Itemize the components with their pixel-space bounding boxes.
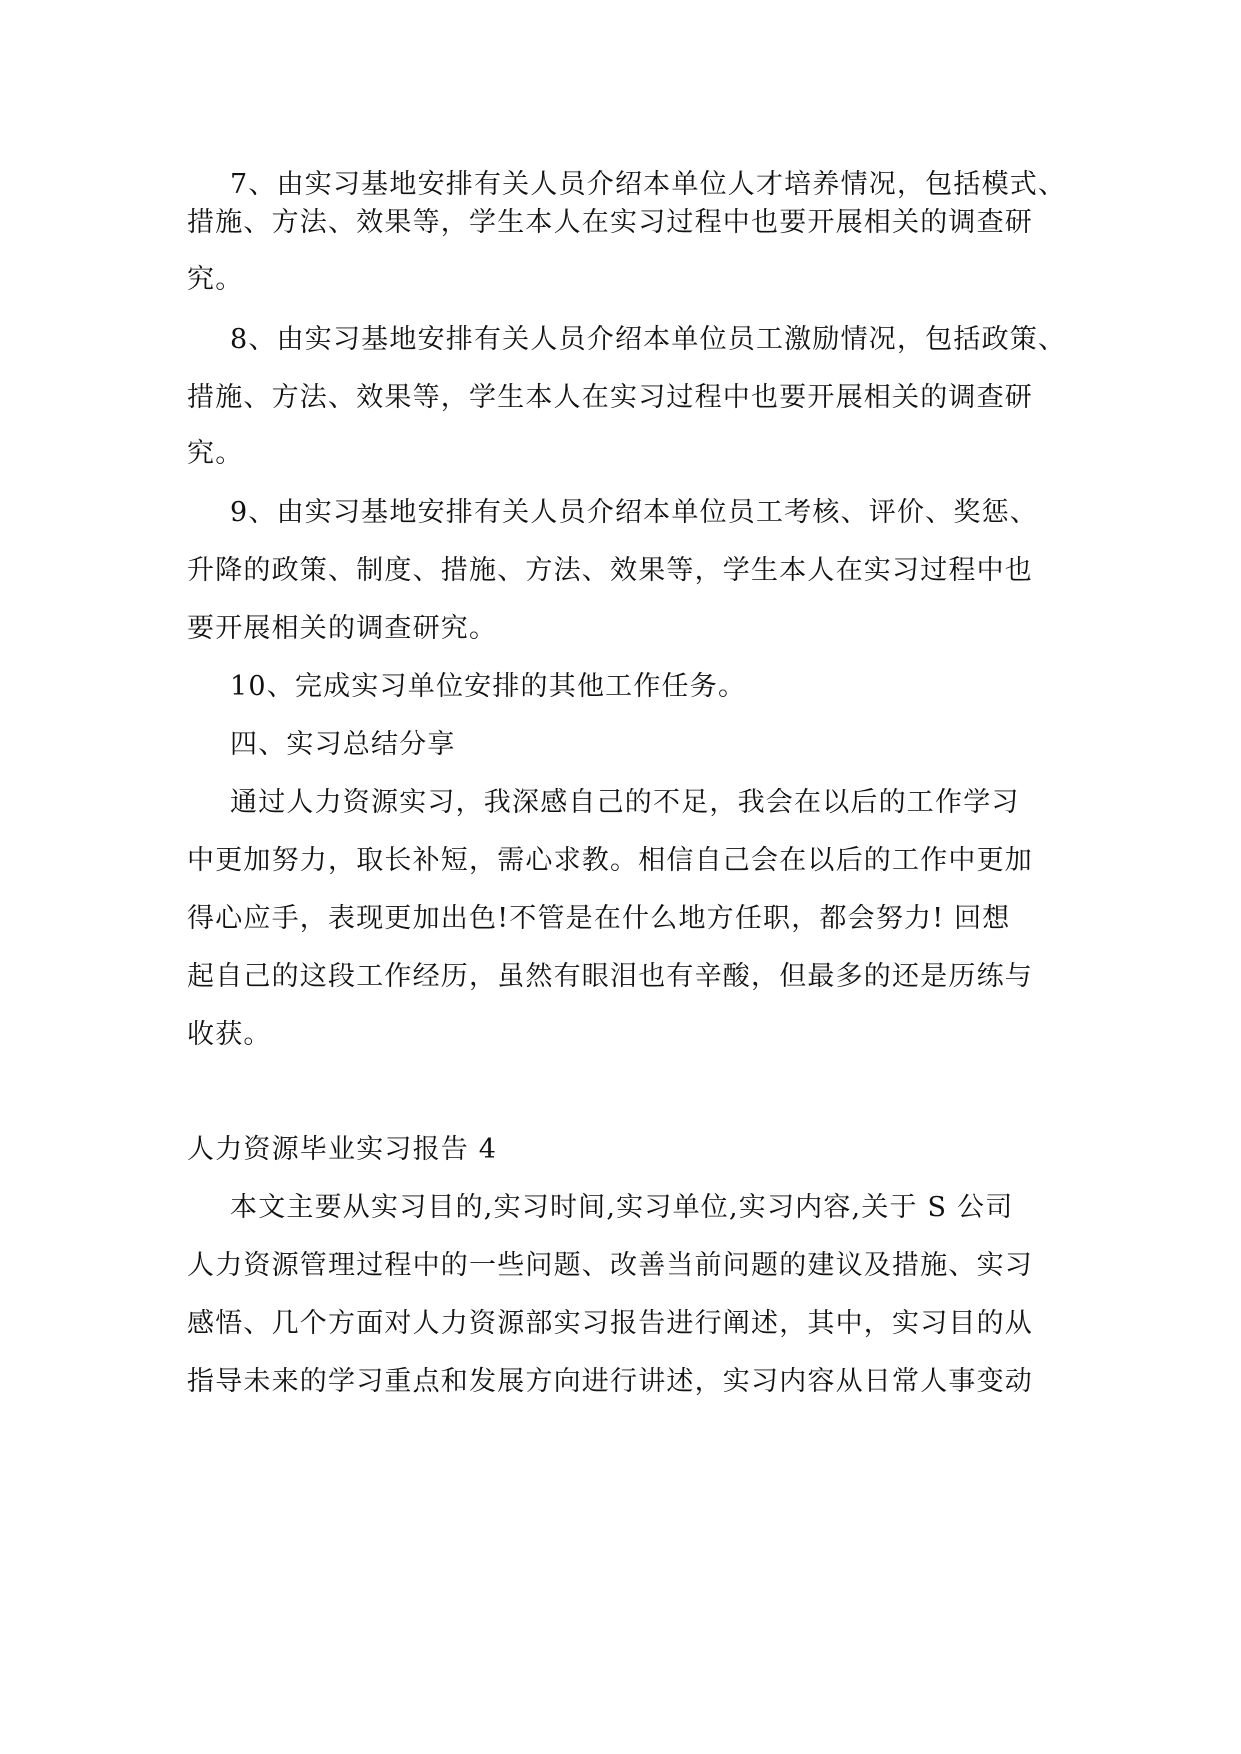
- report-title: 人力资源毕业实习报告 4: [187, 1134, 498, 1165]
- intro-paragraph-line-4: 指导未来的学习重点和发展方向进行讲述，实习内容从日常人事变动: [187, 1366, 1033, 1397]
- summary-paragraph-line-4: 起自己的这段工作经历，虽然有眼泪也有辛酸，但最多的还是历练与: [187, 961, 1033, 992]
- paragraph-7-line-2: 措施、方法、效果等，学生本人在实习过程中也要开展相关的调查研: [187, 207, 1033, 238]
- paragraph-8-line-1: 8、由实习基地安排有关人员介绍本单位员工激励情况，包括政策、: [230, 324, 1067, 355]
- paragraph-9-line-2: 升降的政策、制度、措施、方法、效果等，学生本人在实习过程中也: [187, 555, 1033, 586]
- summary-paragraph-line-3: 得心应手，表现更加出色!不管是在什么地方任职，都会努力! 回想: [187, 903, 1011, 934]
- summary-paragraph-line-5: 收获。: [187, 1019, 272, 1050]
- paragraph-9-line-3: 要开展相关的调查研究。: [187, 613, 498, 644]
- paragraph-9-line-1: 9、由实习基地安排有关人员介绍本单位员工考核、评价、奖惩、: [230, 497, 1038, 528]
- paragraph-8-line-3: 究。: [187, 438, 244, 469]
- intro-paragraph-line-3: 感悟、几个方面对人力资源部实习报告进行阐述，其中，实习目的从: [187, 1308, 1033, 1339]
- summary-paragraph-line-2: 中更加努力，取长补短，需心求教。相信自己会在以后的工作中更加: [187, 845, 1033, 876]
- paragraph-7-line-1: 7、由实习基地安排有关人员介绍本单位人才培养情况，包括模式、: [230, 169, 1067, 200]
- intro-paragraph-line-2: 人力资源管理过程中的一些问题、改善当前问题的建议及措施、实习: [187, 1250, 1033, 1281]
- section-heading-summary: 四、实习总结分享: [230, 729, 456, 760]
- intro-paragraph-line-1: 本文主要从实习目的,实习时间,实习单位,实习内容,关于 S 公司: [230, 1192, 1014, 1223]
- paragraph-8-line-2: 措施、方法、效果等，学生本人在实习过程中也要开展相关的调查研: [187, 382, 1033, 413]
- paragraph-7-line-3: 究。: [187, 264, 244, 295]
- summary-paragraph-line-1: 通过人力资源实习，我深感自己的不足，我会在以后的工作学习: [230, 787, 1020, 818]
- paragraph-10-line-1: 10、完成实习单位安排的其他工作任务。: [230, 671, 747, 702]
